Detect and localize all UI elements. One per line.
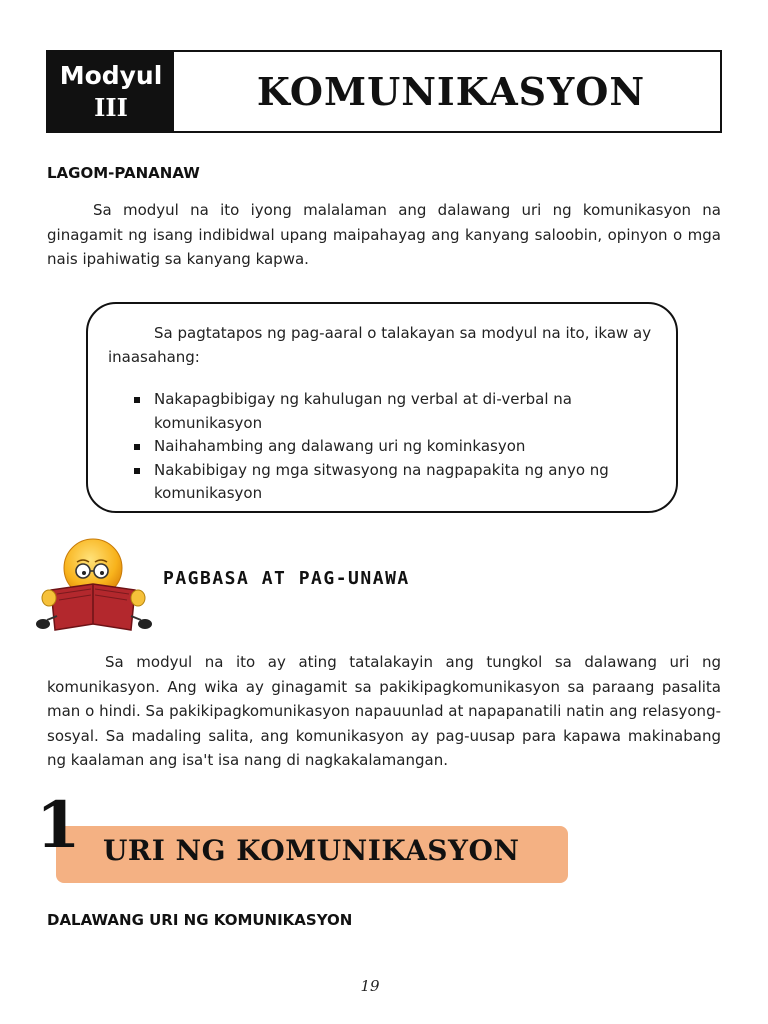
objective-item: [108, 388, 658, 435]
objectives-box: [86, 302, 678, 513]
summary-paragraph: [47, 198, 721, 272]
objective-item: [108, 435, 658, 459]
section-number: 1: [36, 788, 81, 863]
bullet-icon: [134, 468, 140, 474]
objectives-list: [108, 388, 658, 506]
summary-heading: LAGOM-PANANAW: [47, 164, 200, 182]
objective-text: Nakapagbibigay ng kahulugan ng verbal at di-verbal na komunikasyon: [154, 390, 572, 432]
objective-item: [108, 459, 658, 506]
section-banner: [36, 788, 570, 884]
reading-heading: PAGBASA AT PAG-UNAWA: [163, 568, 410, 589]
section-title: URI NG KOMUNIKASYON: [103, 834, 520, 867]
reading-paragraph: [47, 650, 721, 773]
module-label-box: [48, 52, 174, 131]
bullet-icon: [134, 444, 140, 450]
reading-text: Sa modyul na ito ay ating tatalakayin ang tungkol sa dalawang uri ng komunikasyon. Ang wika ay ginagamit sa pakikipagkomunikasyon sa paraang pasalita man o hindi. Sa pakikipagkomunikasyon napauunlad at napapanatili natin ang relasyong-sosyal. Sa madaling salita, ang komunikasyon ay pag-uusap para kapawa makinabang ng kaalaman ang isa't isa nang di nagkakalamangan.: [47, 653, 721, 769]
page-number: 19: [360, 977, 380, 995]
module-number: III: [94, 92, 128, 122]
reading-emoji-icon: [35, 538, 155, 634]
objectives-intro-text: Sa pagtatapos ng pag-aaral o talakayan sa modyul na ito, ikaw ay inaasahang:: [108, 324, 652, 366]
bullet-icon: [134, 397, 140, 403]
objective-text: Naihahambing ang dalawang uri ng kominkasyon: [154, 437, 526, 455]
module-title: KOMUNIKASYON: [256, 69, 646, 114]
module-label: Modyul: [59, 60, 163, 90]
subsection-heading: DALAWANG URI NG KOMUNIKASYON: [47, 911, 353, 929]
objectives-intro: [108, 321, 668, 369]
summary-text: Sa modyul na ito iyong malalaman ang dalawang uri ng komunikasyon na ginagamit ng isang indibidwal upang maipahayag ang kanyang saloobin, opinyon o mga nais ipahiwatig sa kanyang kapwa.: [47, 201, 721, 268]
module-header: [46, 50, 722, 133]
objective-text: Nakabibigay ng mga sitwasyong na nagpapakita ng anyo ng komunikasyon: [154, 460, 609, 502]
